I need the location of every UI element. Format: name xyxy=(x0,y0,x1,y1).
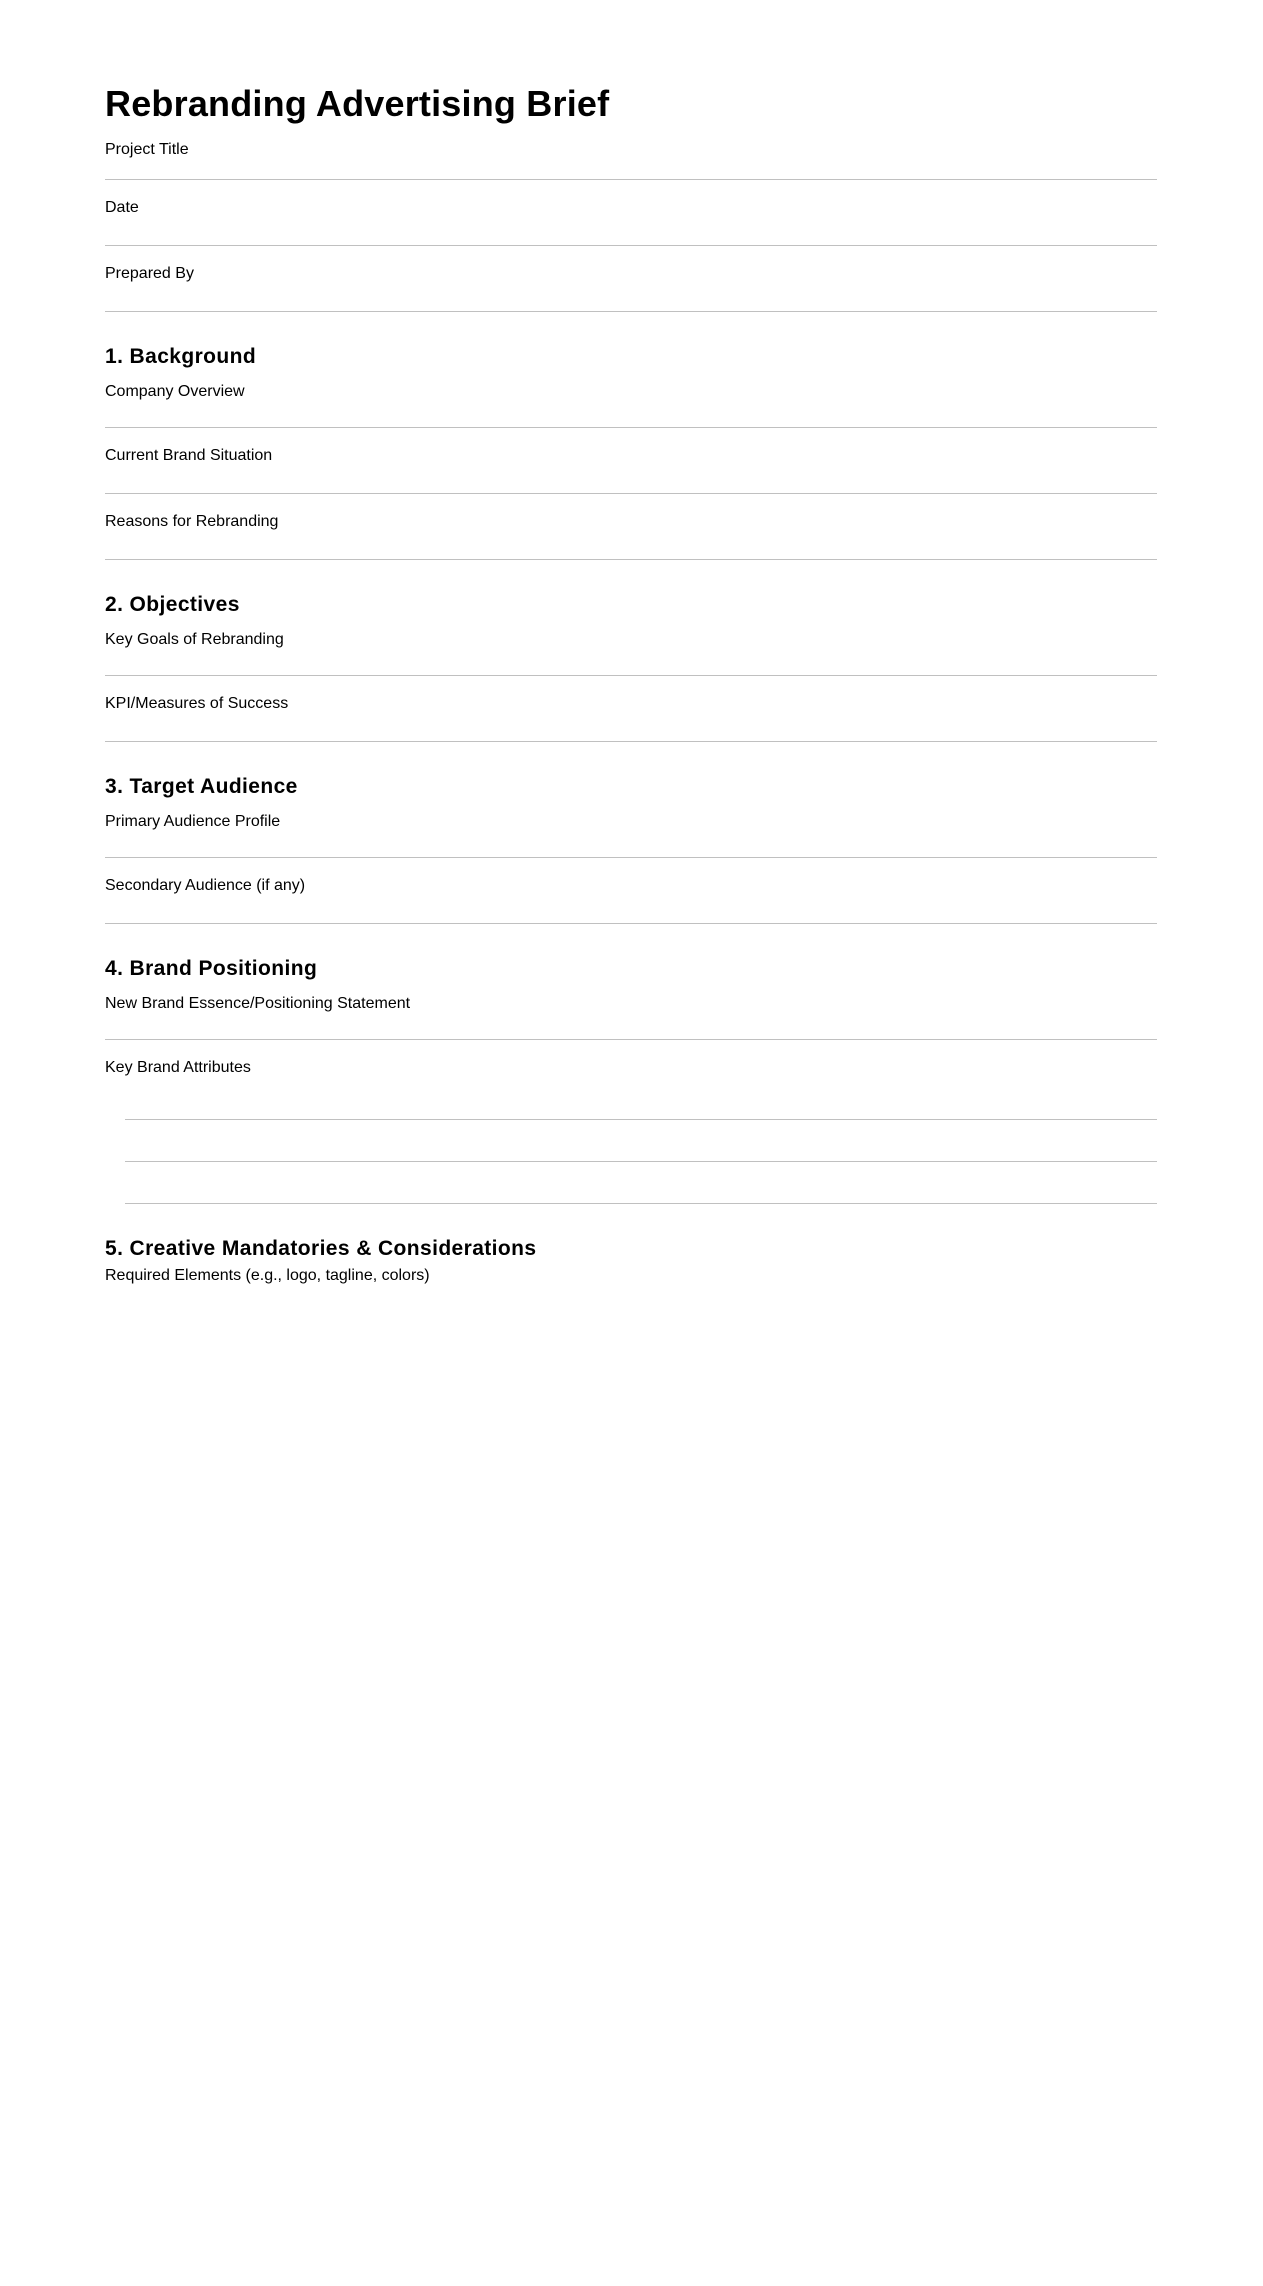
field-label: Key Goals of Rebranding xyxy=(105,631,284,648)
field-label: Primary Audience Profile xyxy=(105,813,281,830)
field-required-elements: Required Elements (e.g., logo, tagline, colors) xyxy=(105,1267,430,1284)
field-key-goals[interactable] xyxy=(105,626,1157,676)
field-project-title[interactable] xyxy=(105,134,1157,180)
field-reasons-for-rebranding[interactable] xyxy=(105,494,1157,560)
field-brand-essence[interactable] xyxy=(105,990,1157,1040)
input-rule xyxy=(105,923,1157,924)
section-heading: 5. Creative Mandatories & Considerations xyxy=(105,1237,537,1260)
field-label: Company Overview xyxy=(105,383,245,400)
section-heading: 3. Target Audience xyxy=(105,775,298,798)
section-creative-mandatories xyxy=(105,1204,1157,1286)
field-current-brand-situation[interactable] xyxy=(105,428,1157,494)
field-primary-audience[interactable] xyxy=(105,808,1157,858)
input-rule xyxy=(105,559,1157,560)
input-rule xyxy=(105,311,1157,312)
field-label: Current Brand Situation xyxy=(105,447,273,464)
field-label: Reasons for Rebranding xyxy=(105,513,279,530)
field-label: Prepared By xyxy=(105,265,194,282)
field-label: Key Brand Attributes xyxy=(105,1059,251,1076)
field-label: New Brand Essence/Positioning Statement xyxy=(105,995,411,1012)
section-objectives xyxy=(105,560,1157,742)
field-company-overview[interactable] xyxy=(105,378,1157,428)
attribute-line-1[interactable] xyxy=(125,1078,1157,1120)
header-fields xyxy=(105,134,1157,312)
field-prepared-by[interactable] xyxy=(105,246,1157,312)
attribute-line-2[interactable] xyxy=(125,1120,1157,1162)
field-date[interactable] xyxy=(105,180,1157,246)
input-rule xyxy=(105,741,1157,742)
field-secondary-audience[interactable] xyxy=(105,858,1157,924)
attribute-line-3[interactable] xyxy=(125,1162,1157,1204)
section-brand-positioning xyxy=(105,924,1157,1204)
field-label: Secondary Audience (if any) xyxy=(105,877,306,894)
section-heading: 1. Background xyxy=(105,345,257,368)
field-label: Date xyxy=(105,199,139,216)
section-heading: 2. Objectives xyxy=(105,593,240,616)
field-kpi[interactable] xyxy=(105,676,1157,742)
document-title: Rebranding Advertising Brief xyxy=(105,83,610,124)
field-label: Project Title xyxy=(105,141,189,158)
section-background xyxy=(105,312,1157,560)
brand-attributes-list xyxy=(105,1078,1157,1204)
field-label: KPI/Measures of Success xyxy=(105,695,289,712)
section-target-audience xyxy=(105,742,1157,924)
section-heading: 4. Brand Positioning xyxy=(105,957,318,980)
field-key-brand-attributes xyxy=(105,1040,1157,1078)
